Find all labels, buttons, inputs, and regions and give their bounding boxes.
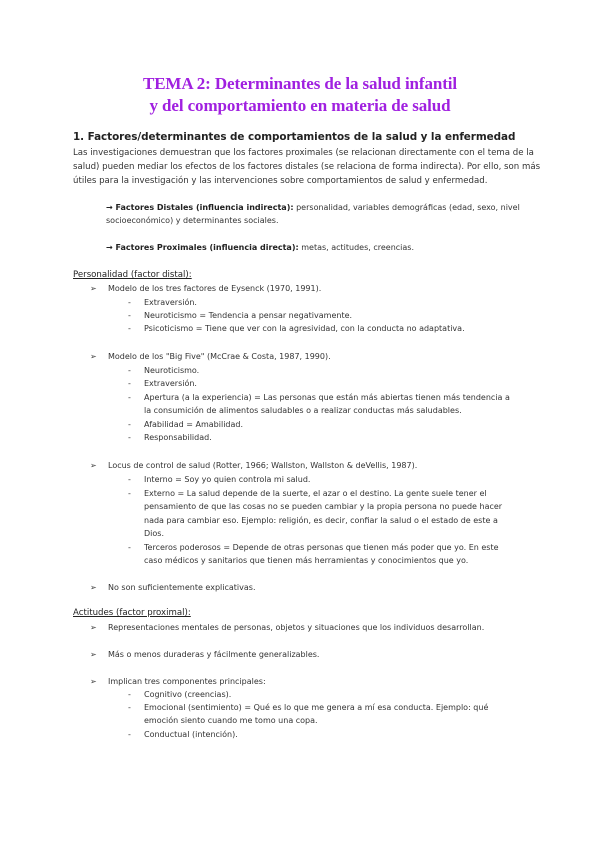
dash-marker: - — [128, 298, 131, 307]
dash-marker: - — [128, 366, 131, 375]
bigfive-item-apertura-line-1: Apertura (a la experiencia) = Las personas que están más abiertas tienen más tendencia a — [144, 393, 510, 402]
bullet-arrow: ➢ — [90, 284, 97, 293]
distal-factors-text: personalidad, variables demográficas (edad, sexo, nivel — [293, 203, 520, 212]
component-emocional-line-2: emoción siento cuando me tomo una copa. — [144, 716, 318, 725]
actitudes-bullet-componentes: Implican tres componentes principales: — [108, 677, 266, 686]
bullet-arrow: ➢ — [90, 677, 97, 686]
bullet-arrow: ➢ — [90, 583, 97, 592]
bullet-arrow: ➢ — [90, 650, 97, 659]
intro-line-3: útiles para la investigación y las intervenciones sobre comportamientos de salud y enfermedad. — [73, 176, 488, 186]
locus-item-externo-line-1: Externo = La salud depende de la suerte, el azar o el destino. La gente suele tener el — [144, 489, 487, 498]
proximal-factors-label: → Factores Proximales (influencia directa): — [106, 243, 299, 252]
eysenck-model-title: Modelo de los tres factores de Eysenck (1970, 1991). — [108, 284, 322, 293]
bigfive-model-title: Modelo de los "Big Five" (McCrae & Costa, 1987, 1990). — [108, 352, 331, 361]
dash-marker: - — [128, 379, 131, 388]
bullet-arrow: ➢ — [90, 461, 97, 470]
locus-item-externo-line-3: nada para cambiar eso. Ejemplo: religión, es decir, confiar la salud o el estado de este a — [144, 516, 498, 525]
distal-factors-label: → Factores Distales (influencia indirecta): — [106, 203, 294, 212]
actitudes-bullet-duraderas: Más o menos duraderas y fácilmente generalizables. — [108, 650, 320, 659]
actitudes-bullet-representaciones: Representaciones mentales de personas, objetos y situaciones que los individuos desarrollan. — [108, 623, 485, 632]
eysenck-item-psicoticismo: Psicoticismo = Tiene que ver con la agresividad, con la conducta no adaptativa. — [144, 324, 465, 333]
document-title-line-2: y del comportamiento en materia de salud — [149, 96, 451, 115]
locus-model-title: Locus de control de salud (Rotter, 1966; Wallston, Wallston & deVellis, 1987). — [108, 461, 418, 470]
locus-item-terceros-line-2: caso médicos y sanitarios que tienen más herramientas y conocimientos que yo. — [144, 556, 469, 565]
dash-marker: - — [128, 730, 131, 739]
dash-marker: - — [128, 433, 131, 442]
bigfive-item-afabilidad: Afabilidad = Amabilidad. — [144, 420, 244, 429]
dash-marker: - — [128, 311, 131, 320]
dash-marker: - — [128, 393, 131, 402]
locus-item-externo-line-2: pensamiento de que las cosas no se pueden cambiar y la propia persona no puede hacer — [144, 502, 503, 511]
dash-marker: - — [128, 324, 131, 333]
component-cognitivo: Cognitivo (creencias). — [144, 690, 232, 699]
intro-line-1: Las investigaciones demuestran que los factores proximales (se relacionan directamente con el tema de la — [73, 148, 534, 158]
proximal-factors-text: metas, actitudes, creencias. — [298, 243, 415, 252]
bigfive-item-apertura-line-2: la consumición de alimentos saludables o a realizar conductas más saludables. — [144, 406, 462, 415]
dash-marker: - — [128, 703, 131, 712]
personalidad-heading: Personalidad (factor distal): — [73, 270, 192, 280]
dash-marker: - — [128, 475, 131, 484]
bullet-arrow: ➢ — [90, 623, 97, 632]
eysenck-item-neuroticismo: Neuroticismo = Tendencia a pensar negativamente. — [144, 311, 353, 320]
document-title-line-1: TEMA 2: Determinantes de la salud infantil — [142, 74, 458, 93]
distal-factors-line-2: socioeconómico) y determinantes sociales. — [106, 216, 279, 225]
component-emocional-line-1: Emocional (sentimiento) = Qué es lo que me genera a mí esa conducta. Ejemplo: qué — [144, 703, 489, 712]
locus-item-terceros-line-1: Terceros poderosos = Depende de otras personas que tienen más poder que yo. En este — [144, 543, 499, 552]
locus-item-interno: Interno = Soy yo quien controla mi salud. — [144, 475, 311, 484]
distal-factors-line-1 — [106, 203, 520, 212]
eysenck-item-extraversion: Extraversión. — [144, 298, 197, 307]
section-1-heading: 1. Factores/determinantes de comportamientos de la salud y la enfermedad — [73, 131, 516, 143]
proximal-factors-line — [106, 243, 414, 252]
bigfive-item-neuroticismo: Neuroticismo. — [144, 366, 200, 375]
dash-marker: - — [128, 543, 131, 552]
no-suficientes-note: No son suficientemente explicativas. — [108, 583, 256, 592]
dash-marker: - — [128, 420, 131, 429]
locus-item-externo-line-4: Dios. — [144, 529, 164, 538]
dash-marker: - — [128, 489, 131, 498]
bigfive-item-responsabilidad: Responsabilidad. — [144, 433, 212, 442]
component-conductual: Conductual (intención). — [144, 730, 238, 739]
bigfive-item-extraversion: Extraversión. — [144, 379, 197, 388]
actitudes-heading: Actitudes (factor proximal): — [73, 608, 191, 618]
bullet-arrow: ➢ — [90, 352, 97, 361]
dash-marker: - — [128, 690, 131, 699]
intro-line-2: salud) pueden mediar los efectos de los factores distales (se relaciona de forma indirecta). Por ello, son más — [73, 162, 541, 172]
